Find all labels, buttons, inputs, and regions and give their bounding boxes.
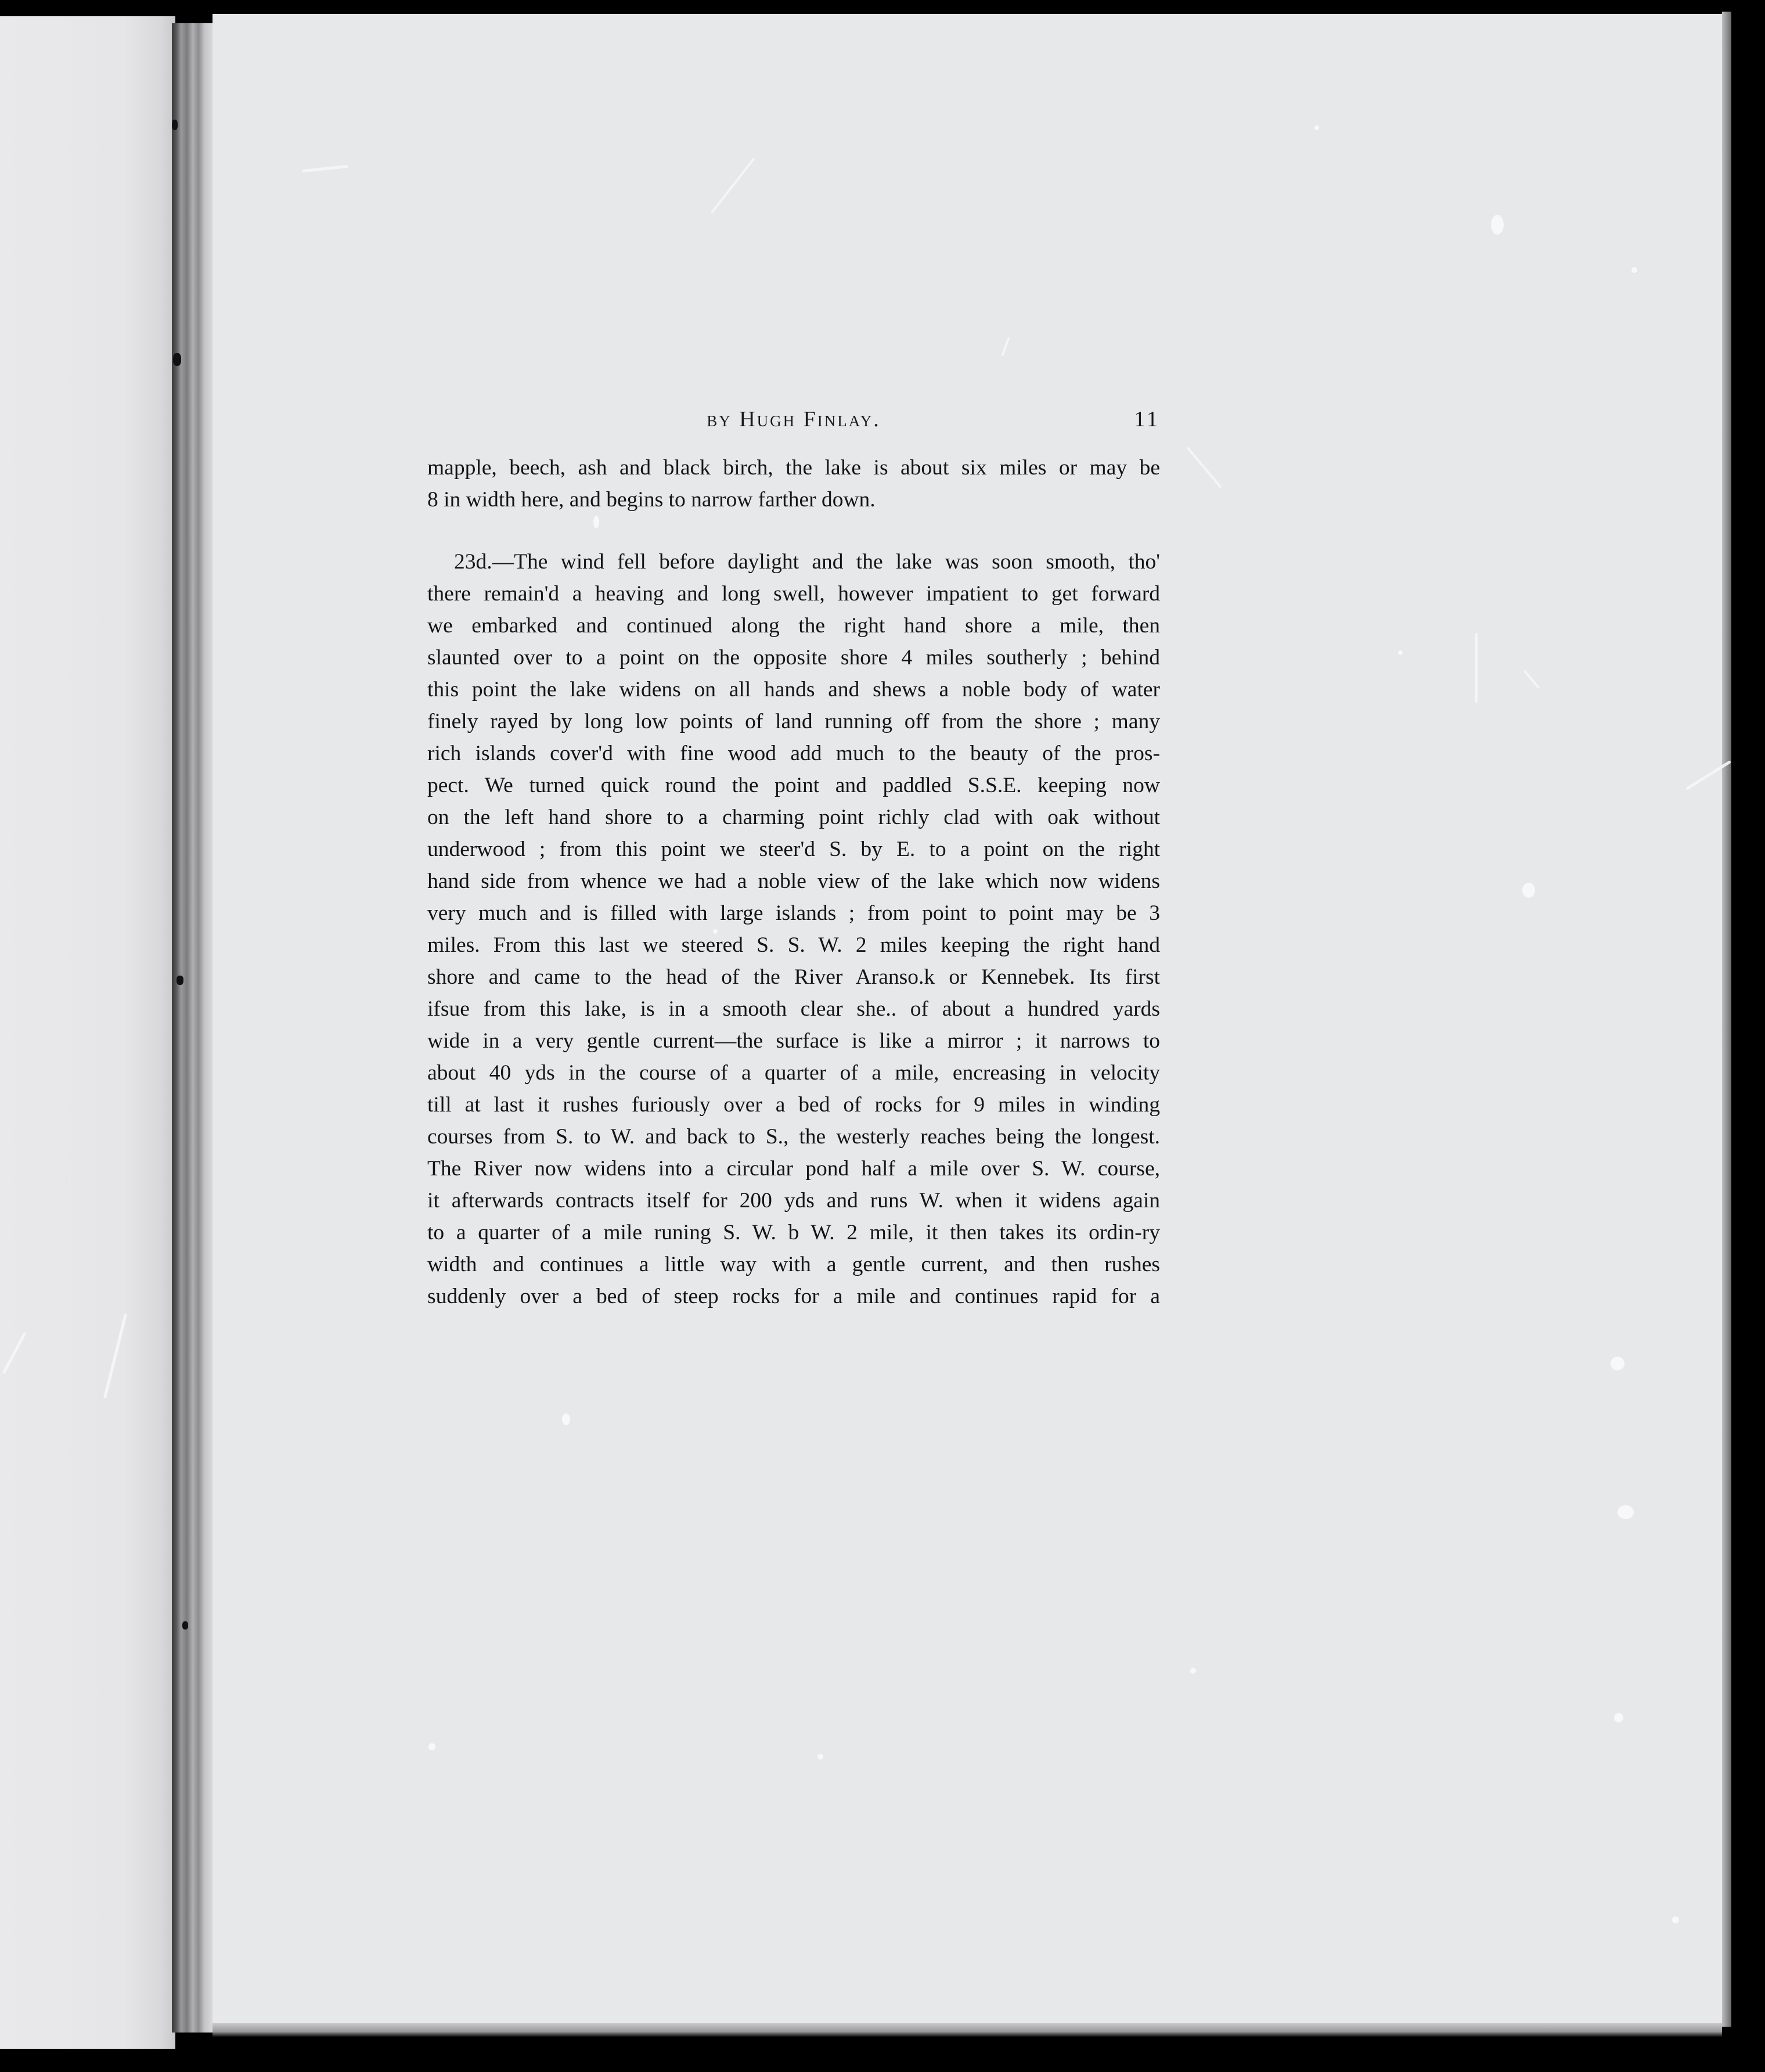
- dust-speck: [1672, 1916, 1679, 1923]
- paragraph-spacing: [427, 516, 1160, 546]
- gutter-mark: [172, 120, 178, 130]
- paragraph-continued: [427, 452, 1160, 516]
- text-line: about 40 yds in the course of a quarter of a mile, encreasing in velocity: [427, 1061, 1160, 1085]
- dust-speck: [1398, 650, 1403, 655]
- dust-speck: [1314, 125, 1319, 130]
- gutter-mark: [173, 353, 181, 366]
- dust-speck: [1491, 215, 1504, 235]
- dust-speck: [562, 1413, 570, 1425]
- text-line: width and continues a little way with a gentle current, and then rushes: [427, 1253, 1160, 1276]
- running-head-title: by Hugh Finlay.: [707, 407, 881, 431]
- text-line: wide in a very gentle current—the surface is like a mirror ; it narrows to: [427, 1029, 1160, 1053]
- dust-speck: [1631, 267, 1637, 273]
- text-line: on the left hand shore to a charming point richly clad with oak without: [427, 805, 1160, 829]
- dust-speck: [428, 1743, 435, 1750]
- book-gutter: [172, 23, 212, 2033]
- text-line: underwood ; from this point we steer'd S. by E. to a point on the right: [427, 837, 1160, 861]
- text-line: rich islands cover'd with fine wood add much to the beauty of the pros-: [427, 742, 1160, 765]
- text-line: 8 in width here, and begins to narrow farther down.: [427, 488, 876, 512]
- text-line: slaunted over to a point on the opposite shore 4 miles southerly ; behind: [427, 646, 1160, 670]
- text-line: shore and came to the head of the River Aranso.k or Kennebek. Its first: [427, 965, 1160, 989]
- text-line: suddenly over a bed of steep rocks for a mile and continues rapid for a: [427, 1285, 1160, 1308]
- page-number: 11: [1134, 407, 1160, 431]
- text-line: we embarked and continued along the right hand shore a mile, then: [427, 614, 1160, 638]
- text-line: till at last it rushes furiously over a bed of rocks for 9 miles in winding: [427, 1093, 1160, 1117]
- scan-streak: [1475, 633, 1478, 703]
- text-line: hand side from whence we had a noble view of the lake which now widens: [427, 869, 1160, 893]
- text-line: ifsue from this lake, is in a smooth clear she.. of about a hundred yards: [427, 997, 1160, 1021]
- dust-speck: [817, 1754, 823, 1760]
- page-right-edge: [1722, 12, 1731, 2027]
- text-line: mapple, beech, ash and black birch, the lake is about six miles or may be: [427, 456, 1160, 480]
- text-line: there remain'd a heaving and long swell, however impatient to get forward: [427, 582, 1160, 606]
- dust-speck: [1611, 1357, 1624, 1370]
- text-line: this point the lake widens on all hands and shews a noble body of water: [427, 678, 1160, 702]
- text-line: finely rayed by long low points of land running off from the shore ; many: [427, 710, 1160, 733]
- dust-speck: [1522, 883, 1535, 898]
- text-line: very much and is filled with large islands ; from point to point may be 3: [427, 901, 1160, 925]
- gutter-mark: [182, 1621, 188, 1629]
- left-page-blank: [0, 16, 175, 2049]
- paragraph-23d: [427, 546, 1160, 1312]
- text-line: 23d.—The wind fell before daylight and the lake was soon smooth, tho': [454, 550, 1160, 574]
- text-line: The River now widens into a circular pond half a mile over S. W. course,: [427, 1157, 1160, 1181]
- text-line: it afterwards contracts itself for 200 yds and runs W. when it widens again: [427, 1189, 1160, 1213]
- text-line: miles. From this last we steered S. S. W. 2 miles keeping the right hand: [427, 933, 1160, 957]
- body-text: [427, 452, 1160, 1312]
- running-head: [427, 407, 1160, 441]
- text-line: pect. We turned quick round the point and paddled S.S.E. keeping now: [427, 774, 1160, 797]
- text-line: to a quarter of a mile runing S. W. b W. 2 mile, it then takes its ordin-ry: [427, 1221, 1160, 1244]
- text-line: courses from S. to W. and back to S., the westerly reaches being the longest.: [427, 1125, 1160, 1149]
- dust-speck: [1614, 1713, 1623, 1722]
- dust-speck: [1618, 1505, 1634, 1519]
- page-bottom-edge: [212, 2023, 1722, 2037]
- gutter-mark: [176, 976, 183, 985]
- dust-speck: [1190, 1668, 1196, 1674]
